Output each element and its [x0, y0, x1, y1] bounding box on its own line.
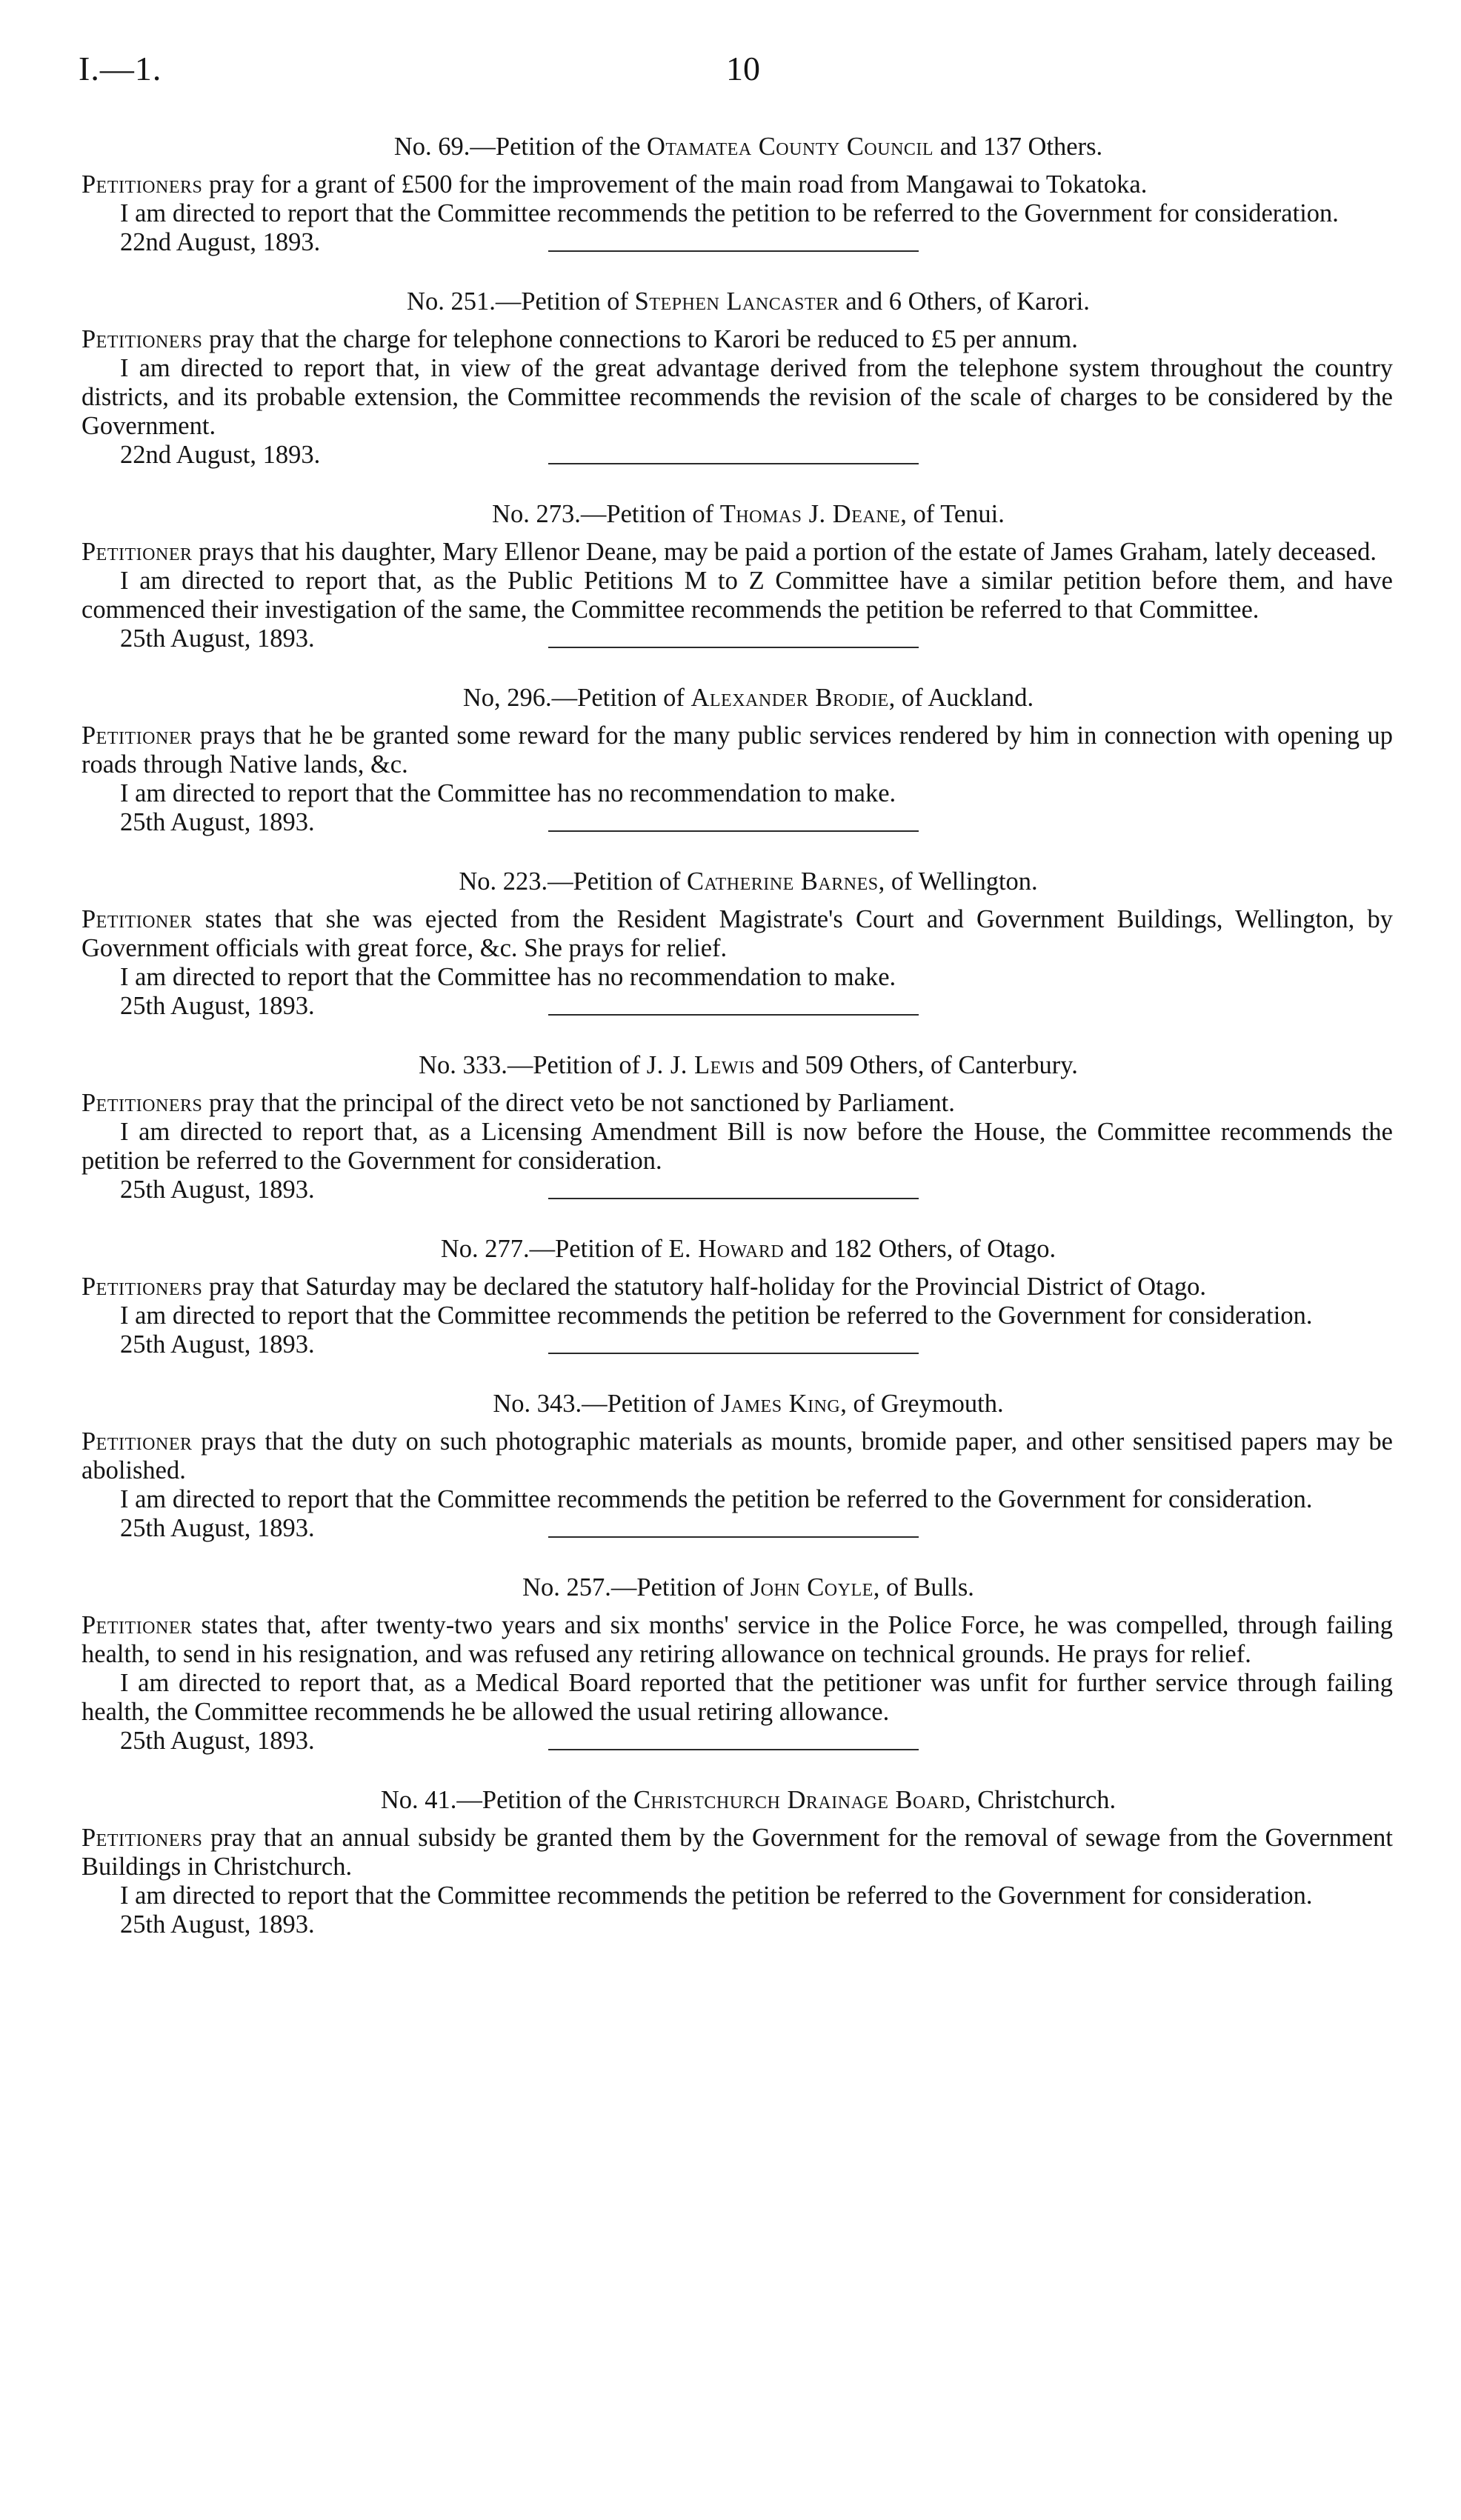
committee-report: I am directed to report that the Committee recommends the petition be referred to the Government for consideration.	[120, 1301, 1313, 1330]
petitioner-name: Thomas J. Deane	[719, 500, 901, 528]
petition-title-prefix: No. 333.—Petition of	[419, 1051, 647, 1079]
petition-prayer-text: prays that the duty on such photographic materials as mounts, bromide paper, and other sensitised papers may be abolished.	[81, 1427, 1393, 1484]
petition-prayer	[81, 538, 1393, 567]
report-date: 25th August, 1893.	[120, 1727, 315, 1755]
petition-entry	[81, 864, 1393, 1021]
petition-entry	[81, 496, 1393, 653]
petition-prayer-text: pray that an annual subsidy be granted them by the Government for the removal of sewage from the Government Buildings in Christchurch.	[81, 1824, 1393, 1881]
petition-prayer-text: pray that Saturday may be declared the statutory half-holiday for the Provincial District of Otago.	[202, 1273, 1207, 1301]
petitioner-name: Stephen Lancaster	[634, 287, 839, 316]
petition-prayer	[81, 1611, 1393, 1669]
petition-lead-word: Petitioner	[81, 1611, 193, 1639]
section-divider	[548, 250, 919, 252]
petition-title	[81, 284, 1393, 319]
petition-title-suffix: and 137 Others.	[933, 133, 1103, 161]
petition-title-suffix: and 509 Others, of Canterbury.	[755, 1051, 1078, 1079]
petition-lead-word: Petitioners	[81, 170, 203, 199]
report-date: 25th August, 1893.	[120, 1514, 315, 1542]
petition-entry	[81, 1782, 1393, 1939]
petitioner-name: J. J. Lewis	[646, 1051, 756, 1079]
committee-report: I am directed to report that, as the Public Petitions M to Z Committee have a similar petition before them, and have commenced their investigation of the same, the Committee recommends the petition be referred to that Committee.	[81, 567, 1393, 624]
report-dateline	[81, 1727, 1393, 1756]
document-page	[81, 43, 1393, 1939]
report-dateline	[81, 1910, 1393, 1939]
petition-title	[81, 1386, 1393, 1421]
series-code: I.—1.	[79, 50, 162, 87]
report-dateline	[81, 441, 1393, 470]
section-divider	[548, 1014, 919, 1016]
petitioner-name: Otamatea County Council	[647, 133, 934, 161]
section-divider	[548, 647, 919, 648]
report-dateline	[81, 1514, 1393, 1543]
petition-entry	[81, 1047, 1393, 1204]
report-date: 25th August, 1893.	[120, 992, 315, 1020]
section-divider	[548, 1198, 919, 1199]
petition-title-prefix: No. 273.—Petition of	[492, 500, 720, 528]
report-date: 25th August, 1893.	[120, 1330, 315, 1359]
petition-title-suffix: , Christchurch.	[965, 1786, 1116, 1814]
petition-lead-word: Petitioners	[81, 1273, 203, 1301]
petition-entry	[81, 1231, 1393, 1359]
petition-prayer-text: states that she was ejected from the Resident Magistrate's Court and Government Buildings, Wellington, by Government officials with great force, &c. She prays for relief.	[81, 905, 1393, 962]
committee-report: I am directed to report that the Committee recommends the petition be referred to the Government for consideration.	[120, 1881, 1313, 1910]
petition-title-suffix: , of Auckland.	[888, 684, 1034, 712]
petitioner-name: John Coyle	[750, 1573, 873, 1601]
petition-title-prefix: No. 277.—Petition of	[440, 1235, 669, 1263]
petition-title-prefix: No, 296.—Petition of	[462, 684, 691, 712]
committee-report: I am directed to report that, in view of the great advantage derived from the telephone system throughout the country districts, and its probable extension, the Committee recommends the revision of the scale of charges to be considered by the Government.	[81, 354, 1393, 440]
report-date: 22nd August, 1893.	[120, 228, 321, 256]
petitioner-name: E. Howard	[668, 1235, 785, 1263]
petition-lead-word: Petitioner	[81, 905, 193, 933]
petition-title-suffix: , of Tenui.	[900, 500, 1005, 528]
petition-prayer-text: pray for a grant of £500 for the improvement of the main road from Mangawai to Tokatoka.	[202, 170, 1148, 199]
report-dateline	[81, 624, 1393, 653]
report-date: 25th August, 1893.	[120, 1176, 315, 1204]
petition-title-prefix: No. 69.—Petition of the	[393, 133, 648, 161]
petition-prayer	[81, 170, 1393, 199]
committee-report: I am directed to report that the Committee has no recommendation to make.	[120, 779, 896, 807]
section-divider	[548, 830, 919, 832]
petition-title-suffix: and 182 Others, of Otago.	[784, 1235, 1056, 1263]
section-divider	[548, 1536, 919, 1538]
page-header	[81, 43, 1393, 102]
petition-prayer	[81, 325, 1393, 354]
petitioner-name: Catherine Barnes	[686, 867, 879, 896]
petition-entry	[81, 1386, 1393, 1543]
report-dateline	[81, 1176, 1393, 1204]
petition-title-prefix: No. 343.—Petition of	[493, 1390, 721, 1418]
petition-prayer-text: pray that the principal of the direct veto be not sanctioned by Parliament.	[202, 1089, 955, 1117]
report-dateline	[81, 808, 1393, 837]
petition-title	[81, 680, 1393, 716]
petition-title	[81, 1782, 1393, 1818]
petition-prayer	[81, 1273, 1393, 1301]
petition-prayer	[81, 905, 1393, 963]
petition-entry	[81, 129, 1393, 257]
petition-lead-word: Petitioner	[81, 1427, 193, 1456]
petition-title-prefix: No. 257.—Petition of	[522, 1573, 751, 1601]
petition-title	[81, 1570, 1393, 1605]
report-dateline	[81, 1330, 1393, 1359]
petition-title-prefix: No. 223.—Petition of	[459, 867, 687, 896]
petition-prayer	[81, 1089, 1393, 1118]
petition-lead-word: Petitioners	[81, 325, 203, 353]
petition-title-suffix: , of Wellington.	[878, 867, 1038, 896]
section-divider	[548, 1749, 919, 1750]
report-date: 25th August, 1893.	[120, 1910, 315, 1939]
committee-report: I am directed to report that the Committee recommends the petition be referred to the Government for consideration.	[120, 1485, 1313, 1513]
petition-title-prefix: No. 251.—Petition of	[407, 287, 635, 316]
committee-report: I am directed to report that, as a Licensing Amendment Bill is now before the House, the Committee recommends the petition be referred to the Government for consideration.	[81, 1118, 1393, 1175]
petition-prayer	[81, 721, 1393, 779]
petitioner-name: Alexander Brodie	[690, 684, 889, 712]
petitioner-name: Christchurch Drainage Board	[633, 1786, 965, 1814]
section-divider	[548, 1353, 919, 1354]
report-dateline	[81, 228, 1393, 257]
petition-prayer-text: pray that the charge for telephone connections to Karori be reduced to £5 per annum.	[202, 325, 1078, 353]
page-number: 10	[726, 50, 760, 87]
petition-title-suffix: , of Greymouth.	[840, 1390, 1004, 1418]
petition-lead-word: Petitioners	[81, 1089, 203, 1117]
petition-lead-word: Petitioners	[81, 1824, 203, 1852]
section-divider	[548, 463, 919, 464]
petition-prayer	[81, 1824, 1393, 1881]
petitioner-name: James King	[720, 1390, 841, 1418]
petition-prayer-text: prays that he be granted some reward for the many public services rendered by him in connection with opening up roads through Native lands, &c.	[81, 721, 1393, 779]
petition-prayer	[81, 1427, 1393, 1485]
petition-lead-word: Petitioner	[81, 721, 193, 750]
petition-title	[81, 1231, 1393, 1267]
report-date: 22nd August, 1893.	[120, 441, 321, 469]
report-date: 25th August, 1893.	[120, 624, 315, 653]
report-dateline	[81, 992, 1393, 1021]
petition-title-suffix: and 6 Others, of Karori.	[839, 287, 1090, 316]
committee-report: I am directed to report that the Committee has no recommendation to make.	[120, 963, 896, 991]
petition-prayer-text: prays that his daughter, Mary Ellenor Deane, may be paid a portion of the estate of James Graham, lately deceased.	[192, 538, 1377, 566]
report-date: 25th August, 1893.	[120, 808, 315, 836]
petition-entry	[81, 1570, 1393, 1756]
petition-entry	[81, 680, 1393, 837]
petition-entry	[81, 284, 1393, 470]
petition-title	[81, 1047, 1393, 1083]
petition-lead-word: Petitioner	[81, 538, 193, 566]
petition-title	[81, 864, 1393, 899]
committee-report: I am directed to report that the Committee recommends the petition to be referred to the Government for consideration.	[120, 199, 1339, 227]
petition-title-suffix: , of Bulls.	[873, 1573, 974, 1601]
petition-title-prefix: No. 41.—Petition of the	[380, 1786, 633, 1814]
petition-prayer-text: states that, after twenty-two years and six months' service in the Police Force, he was compelled, through failing health, to send in his resignation, and was refused any retiring allowance on technical grounds. He prays for relief.	[81, 1611, 1393, 1668]
committee-report: I am directed to report that, as a Medical Board reported that the petitioner was unfit for further service through failing health, the Committee recommends he be allowed the usual retiring allowance.	[81, 1669, 1393, 1726]
petition-title	[81, 129, 1393, 164]
petition-title	[81, 496, 1393, 532]
